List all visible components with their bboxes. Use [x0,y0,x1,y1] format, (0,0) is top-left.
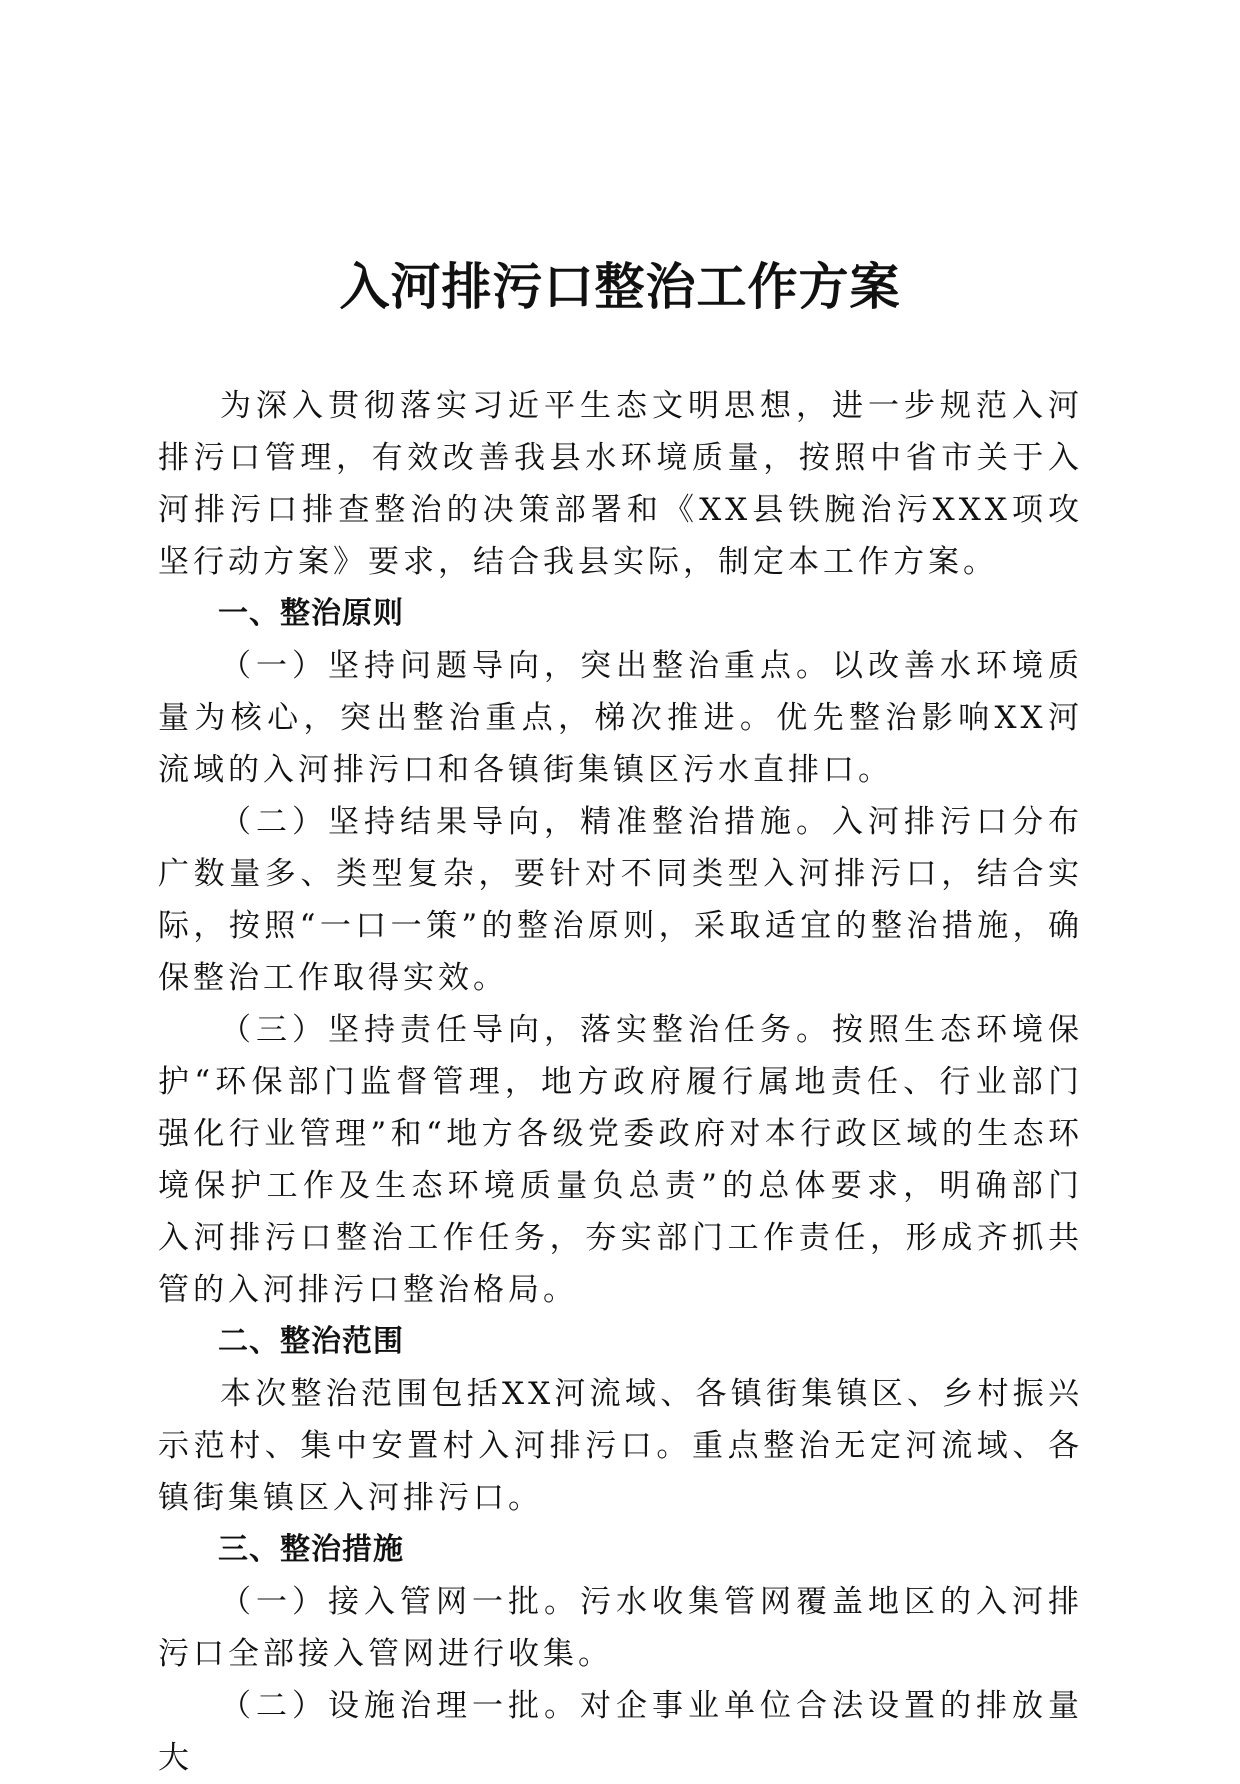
section-heading-scope: 二、整治范围 [218,1324,404,1359]
document-body [158,380,1083,1784]
section-heading-measures: 三、整治措施 [218,1532,404,1567]
measures-paragraph-2: （二）设施治理一批。对企事业单位合法设置的排放量大 [158,1688,1083,1776]
principles-paragraph-1: （一）坚持问题导向，突出整治重点。以改善水环境质量为核心，突出整治重点，梯次推进。优先整治影响XX河流域的入河排污口和各镇街集镇区污水直排口。 [158,648,1083,788]
scope-paragraph-1: 本次整治范围包括XX河流域、各镇街集镇区、乡村振兴示范村、集中安置村入河排污口。重点整治无定河流域、各镇街集镇区入河排污口。 [158,1376,1083,1516]
principles-paragraph-2: （二）坚持结果导向，精准整治措施。入河排污口分布广数量多、类型复杂，要针对不同类型入河排污口，结合实际，按照“一口一策”的整治原则，采取适宜的整治措施，确保整治工作取得实效。 [158,804,1083,996]
principles-paragraph-3: （三）坚持责任导向，落实整治任务。按照生态环境保护“环保部门监督管理，地方政府履行属地责任、行业部门强化行业管理”和“地方各级党委政府对本行政区域的生态环境保护工作及生态环境质量负总责”的总体要求，明确部门入河排污口整治工作任务，夯实部门工作责任，形成齐抓共管的入河排污口整治格局。 [158,1012,1083,1308]
intro-paragraph: 为深入贯彻落实习近平生态文明思想，进一步规范入河排污口管理，有效改善我县水环境质量，按照中省市关于入河排污口排查整治的决策部署和《XX县铁腕治污XXX项攻坚行动方案》要求，结合我县实际，制定本工作方案。 [158,388,1083,580]
measures-paragraph-1: （一）接入管网一批。污水收集管网覆盖地区的入河排污口全部接入管网进行收集。 [158,1584,1083,1672]
document-title: 入河排污口整治工作方案 [339,257,901,316]
section-heading-principles: 一、整治原则 [218,596,404,631]
